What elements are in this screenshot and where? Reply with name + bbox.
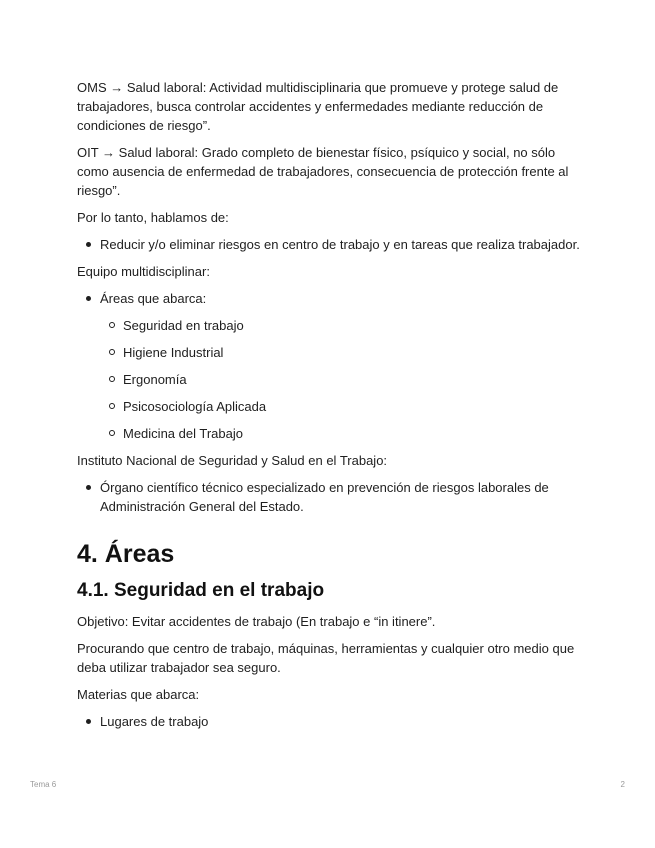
- areas-list: [77, 289, 582, 443]
- oit-paragraph: OIT → Salud laboral: Grado completo de bienestar físico, psíquico y social, no sólo como ausencia de enfermedad de trabajadores, consecuencia de protección frente al riesgo”.: [77, 145, 569, 198]
- list-item: Medicina del Trabajo: [123, 424, 582, 443]
- list-item: Lugares de trabajo: [100, 712, 582, 731]
- footer-label: Tema 6: [30, 780, 57, 789]
- list-item: Reducir y/o eliminar riesgos en centro de trabajo y en tareas que realiza trabajador.: [100, 235, 582, 254]
- organo-list: [77, 478, 582, 516]
- list-item: Psicosociología Aplicada: [123, 397, 582, 416]
- areas-sublist: [100, 316, 582, 443]
- objetivo-paragraph: Objetivo: Evitar accidentes de trabajo (En trabajo e “in itinere”.: [77, 614, 436, 629]
- reducir-list: [77, 235, 582, 254]
- list-item: [100, 289, 582, 443]
- instituto-paragraph: Instituto Nacional de Seguridad y Salud en el Trabajo:: [77, 453, 388, 468]
- section-heading: 4. Áreas: [77, 540, 175, 568]
- list-item: Seguridad en trabajo: [123, 316, 582, 335]
- por-lo-tanto-paragraph: Por lo tanto, hablamos de:: [77, 210, 229, 225]
- materias-list: [77, 712, 582, 731]
- document-body: [77, 78, 582, 739]
- list-item: Higiene Industrial: [123, 343, 582, 362]
- equipo-paragraph: Equipo multidisciplinar:: [77, 264, 210, 279]
- procurando-paragraph: Procurando que centro de trabajo, máquinas, herramientas y cualquier otro medio que deba utilizar trabajador sea seguro.: [77, 641, 575, 675]
- areas-label: Áreas que abarca:: [100, 291, 207, 306]
- subsection-heading: 4.1. Seguridad en el trabajo: [77, 580, 325, 601]
- list-item: Ergonomía: [123, 370, 582, 389]
- oms-paragraph: OMS → Salud laboral: Actividad multidisciplinaria que promueve y protege salud de trabajadores, busca controlar accidentes y enfermedades mediante reducción de condiciones de riesgo”.: [77, 80, 559, 133]
- page-number: 2: [620, 780, 625, 789]
- list-item: Órgano científico técnico especializado en prevención de riesgos laborales de Administración General del Estado.: [100, 478, 582, 516]
- materias-paragraph: Materias que abarca:: [77, 687, 200, 702]
